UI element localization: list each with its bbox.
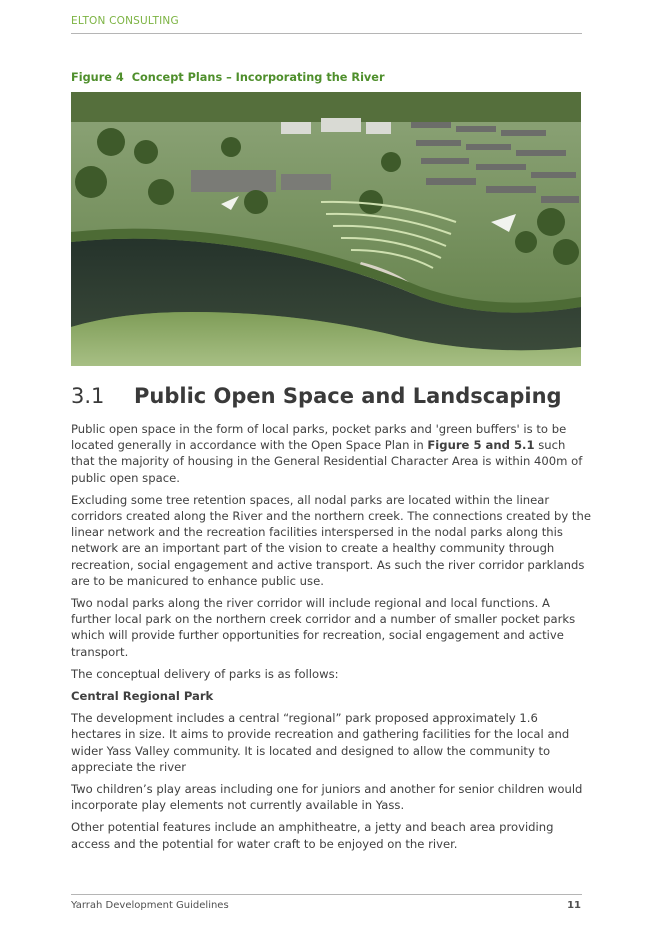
page-number: 11	[567, 900, 581, 911]
section-heading	[71, 384, 562, 408]
header-brand: ELTON CONSULTING	[71, 15, 179, 27]
paragraph: Two children’s play areas including one for juniors and another for senior children would incorporate play elements not currently available in Yass.	[71, 782, 583, 813]
paragraph: The development includes a central “regional” park proposed approximately 1.6 hectares in size. It aims to provide recreation and gathering facilities for the local and wider Yass Valley community. It is located and designed to allow the community to appreciate the river	[71, 711, 570, 774]
section-title: Public Open Space and Landscaping	[134, 384, 562, 408]
figure-caption	[71, 71, 385, 84]
figure-image	[71, 92, 581, 366]
footer-document-title: Yarrah Development Guidelines	[71, 900, 229, 911]
subheading: Central Regional Park	[71, 689, 214, 704]
header-divider	[71, 33, 582, 34]
paragraph: The conceptual delivery of parks is as follows:	[71, 666, 339, 681]
paragraph: Two nodal parks along the river corridor will include regional and local functions. A further local park on the northern creek corridor and a number of smaller pocket parks which will provide further opportunities for recreation, social engagement and active transport.	[71, 596, 576, 659]
paragraph: Other potential features include an amphitheatre, a jetty and beach area providing access and the potential for water craft to be enjoyed on the river.	[71, 820, 554, 851]
paragraph: Excluding some tree retention spaces, all nodal parks are located within the linear corridors created along the River and the northern creek. The connections created by the linear network and the recreation facilities interspersed in the nodal parks along this network are an important part of the vision to create a healthy community through recreation, social engagement and active transport. As such the river corridor parklands are to be manicured to enhance public use.	[71, 492, 591, 588]
paragraph: Public open space in the form of local parks, pocket parks and 'green buffers' is to be located generally in accordance with the Open Space Plan in Figure 5 and 5.1 such that the majority of housing in the General Residential Character Area is within 400m of public open space.	[71, 422, 583, 485]
figure-label: Figure 4	[71, 71, 124, 84]
footer-divider	[71, 894, 582, 895]
figure-reference: Figure 5 and 5.1	[427, 438, 535, 453]
body-text	[71, 421, 591, 858]
figure-title: Concept Plans – Incorporating the River	[131, 71, 385, 84]
section-number: 3.1	[71, 384, 105, 408]
